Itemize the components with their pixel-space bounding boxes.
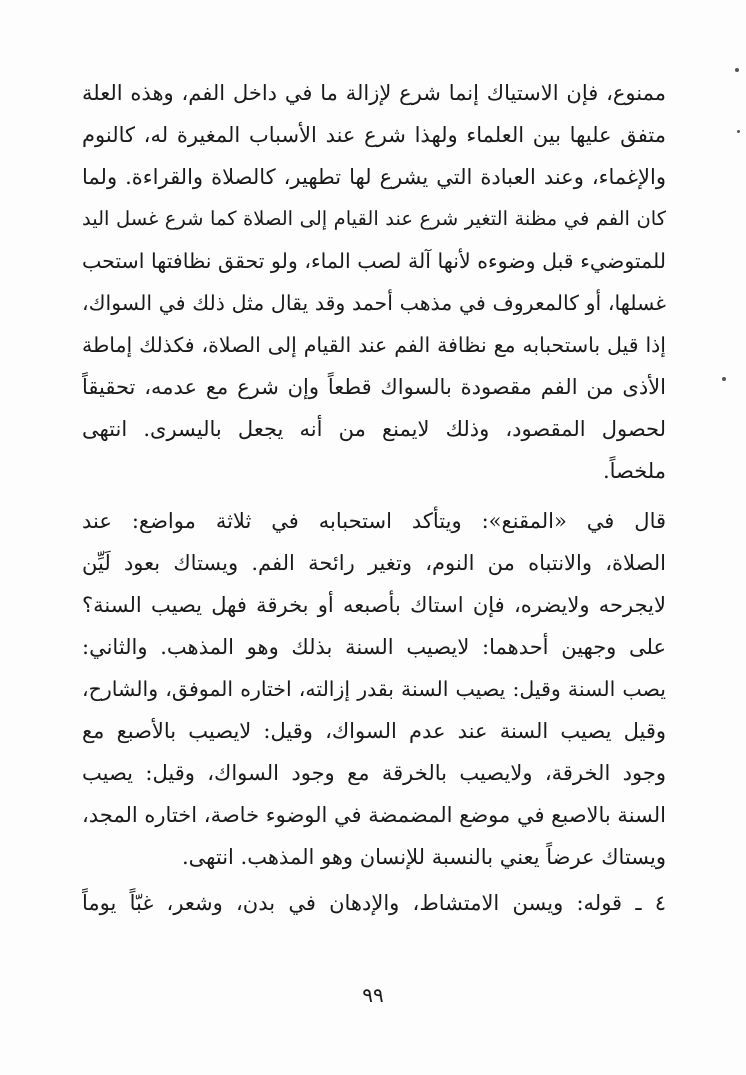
- text-line: متفق عليها بين العلماء ولهذا شرع عند الأسباب المغيرة له، كالنوم: [82, 123, 666, 147]
- text-line: إذا قيل باستحبابه مع نظافة الفم عند القيام إلى الصلاة، فكذلك إماطة: [82, 333, 666, 357]
- text-line: وقيل يصيب السنة عند عدم السواك، وقيل: لايصيب بالأصبع مع: [82, 719, 666, 743]
- text-line: لحصول المقصود، وذلك لايمنع من أنه يجعل باليسرى. انتهى: [82, 417, 666, 441]
- text-line: على وجهين أحدهما: لايصيب السنة بذلك وهو المذهب. والثاني:: [82, 635, 666, 659]
- text-line: للمتوضيء قبل وضوءه لأنها آلة لصب الماء، ولو تحقق نظافتها استحب: [82, 249, 666, 273]
- text-line: ملخصاً.: [602, 459, 666, 483]
- scan-speck: [735, 68, 739, 72]
- text-line: ٤ ـ قوله: ويسن الامتشاط، والإدهان في بدن، وشعر، غبّاً يوماً: [82, 891, 666, 915]
- paragraph-1: [82, 72, 666, 492]
- text-line: والإغماء، وعند العبادة التي يشرع لها تطهير، كالصلاة والقراءة. ولما: [82, 165, 666, 189]
- text-line: وجود الخرقة، ولايصيب بالخرقة مع وجود السواك، وقيل: يصيب: [82, 761, 666, 785]
- paragraph-2: [82, 500, 666, 878]
- text-line: السنة بالاصبع في موضع المضمضة في الوضوء خاصة، اختاره المجد،: [82, 803, 666, 827]
- text-line: قال في «المقنع»: ويتأكد استحبابه في ثلاثة مواضع: عند: [82, 509, 666, 533]
- text-line: ممنوع، فإن الاستياك إنما شرع لإزالة ما في داخل الفم، وهذه العلة: [82, 81, 666, 105]
- paragraph-3: [82, 882, 666, 924]
- text-line: الأذى من الفم مقصودة بالسواك قطعاً وإن شرع مع عدمه، تحقيقاً: [82, 375, 666, 399]
- text-line: يصب السنة وقيل: يصيب السنة بقدر إزالته، اختاره الموفق، والشارح،: [82, 677, 666, 701]
- text-line: ويستاك عرضاً يعني بالنسبة للإنسان وهو المذهب. انتهى.: [182, 845, 666, 869]
- text-line: كان الفم في مظنة التغير شرع عند القيام إلى الصلاة كما شرع غسل اليد: [82, 207, 666, 230]
- scan-speck: [722, 377, 726, 381]
- text-line: غسلها، أو كالمعروف في مذهب أحمد وقد يقال مثل ذلك في السواك،: [82, 291, 666, 315]
- page-number: ٩٩: [362, 983, 384, 1007]
- text-line: الصلاة، والانتباه من النوم، وتغير رائحة الفم. ويستاك بعود لَيِّن: [82, 551, 666, 575]
- text-line: لايجرحه ولايضره، فإن استاك بأصبعه أو بخرقة فهل يصيب السنة؟: [82, 593, 666, 617]
- scan-speck: [737, 130, 740, 133]
